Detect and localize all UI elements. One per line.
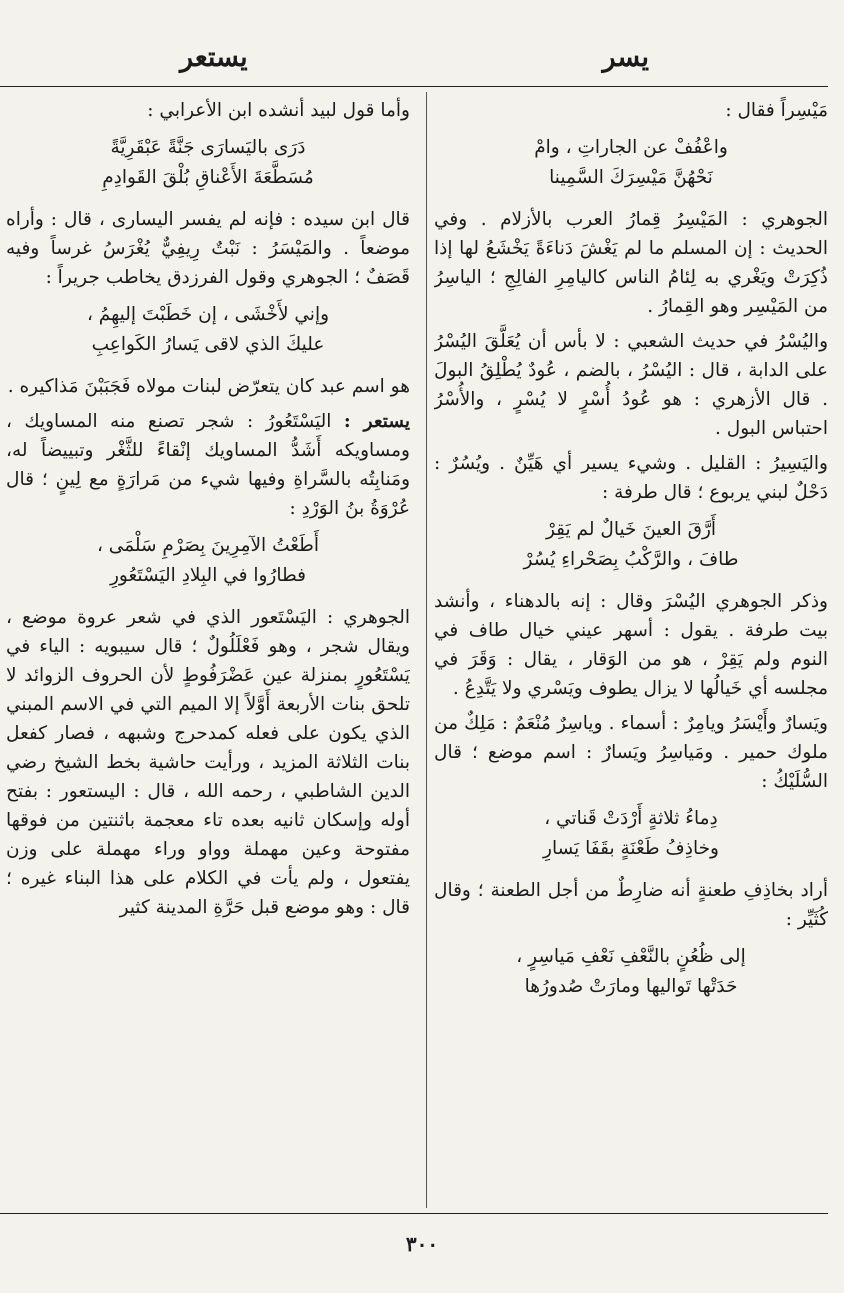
verse-line: وخاذِفُ طَعْنَةٍ بقَفَا يَسارِ bbox=[543, 838, 719, 859]
right-verse-2 bbox=[434, 515, 828, 575]
header-root-right: يسر bbox=[602, 42, 649, 73]
entry-keyword: يستعر : bbox=[343, 411, 410, 432]
entry-text: اليَسْتَعُورُ : شجر تصنع منه المساويك ، ومساويكه أَشَدُّ المساويك إنْقاءً للثَّغْر وتبييضاً له، ومَنابِتُه بالسَّراةِ وفيها شيء من مَرارَةٍ مع لِينٍ ؛ قال عُرْوَةُ بنُ الوَرْدِ : bbox=[6, 411, 410, 519]
right-column bbox=[434, 96, 828, 1208]
left-paragraph-4 bbox=[6, 407, 410, 523]
verse-line: حَدَتْها تَواليها ومارَتْ صُدورُها bbox=[524, 976, 738, 997]
right-verse-4 bbox=[434, 942, 828, 1002]
right-verse-3 bbox=[434, 804, 828, 864]
right-paragraph-4: واليَسِيرُ : القليل . وشيء يسير أي هَيِّنٌ . ويُسُرٌ : دَحْلٌ لبني يربوع ؛ قال طرفة : bbox=[434, 453, 828, 503]
left-verse-2 bbox=[6, 300, 410, 360]
left-column bbox=[6, 96, 410, 1208]
page-number: ٣٠٠ bbox=[405, 1232, 439, 1256]
verse-line: أَطَعْتُ الآمِرِينَ بِصَرْمِ سَلْمَى ، bbox=[96, 535, 320, 556]
left-verse-3 bbox=[6, 531, 410, 591]
verse-line: نَحْهُنَّ مَيْسِرَكَ السَّمِينا bbox=[549, 167, 713, 188]
top-rule bbox=[0, 86, 828, 87]
verse-line: دَرَى باليَسارَى جَنَّةً عَبْقَرِيَّةً bbox=[110, 137, 306, 158]
right-paragraph-5: وذكر الجوهري اليُسْرَ وقال : إنه بالدهناء ، وأنشد بيت طرفة . يقول : أسهر عيني خيال طاف في النوم ولم يَقِرْ ، هو من الوَقار ، يقال : وَقَرَ في مجلسه أي خَيالُها لا يزال يطوف ويَسْري ولا يَتَّدِعُ . bbox=[434, 591, 828, 699]
verse-line: طافَ ، والرَّكْبُ بِصَحْراءِ يُسُرْ bbox=[523, 549, 739, 570]
verse-line: وإني لأَخْشَى ، إن خَطَبْتَ إليهِمُ ، bbox=[86, 304, 330, 325]
left-verse-1 bbox=[6, 133, 410, 193]
verse-line: إلى ظُعُنٍ بالنَّعْفِ نَعْفِ مَياسِرٍ ، bbox=[516, 946, 746, 967]
right-paragraph-1: مَيْسِراً فقال : bbox=[725, 100, 828, 121]
right-paragraph-3: واليُسْرُ في حديث الشعبي : لا بأس أن يُعَلَّقَ اليُسْرُ على الدابة ، قال : اليُسْرُ ، بالضم ، عُودٌ يُطْلِقُ البولَ . قال الأزهري : هو عُودُ أُسْرٍ لا يُسْرٍ ، والأُسْرُ احتباس البول . bbox=[434, 331, 828, 439]
verse-line: دِماءُ ثلاثةٍ أَرْدَتْ قَناتي ، bbox=[544, 808, 718, 829]
verse-line: فطارُوا في البِلادِ اليَسْتَعُورِ bbox=[109, 565, 307, 586]
verse-line: أَرَّقَ العينَ خَيالٌ لم يَقِرْ bbox=[545, 519, 717, 540]
verse-line: واعْفُفْ عن الجاراتِ ، وامْ bbox=[534, 137, 728, 158]
column-divider bbox=[426, 92, 427, 1208]
left-paragraph-3: هو اسم عبد كان يتعرّض لبنات مولاه فَجَبَبْنَ مَذاكيره . bbox=[7, 376, 410, 397]
verse-line: عليكَ الذي لاقى يَسارُ الكَواعِبِ bbox=[91, 334, 325, 355]
left-paragraph-5: الجوهري : اليَسْتَعور الذي في شعر عروة موضع ، ويقال شجر ، وهو فَعْلَلُولٌ ؛ قال سيبويه : الياء في يَسْتَعُورٍ بمنزلة عين عَضْرَفُوطٍ لأن الحروف الزوائد لا تلحق بنات الأربعة أَوَّلاً إلا الميم التي في الاسم المبني الذي يكون على فعله كمدحرج وشبهه ، فصار كفعل بنات الثلاثة المزيد ، ورأيت حاشية بخط الشيخ رضي الدين الشاطبي ، رحمه الله ، قال : اليستعور : بفتح أوله وإسكان ثانيه بعده تاء معجمة باثنتين من فوقها مفتوحة وعين مهملة وواو وراء مهملة على وزن يفتعول ، ولم يأت في الكلام على هذا البناء غيره ؛ قال : وهو موضع قبل حَرَّةِ المدينة كثير bbox=[6, 607, 410, 918]
left-paragraph-2: قال ابن سيده : فإنه لم يفسر اليسارى ، قال : وأراه موضعاً . والمَيْسَرُ : نَبْتٌ رِيفِيٌّ يُغْرَسُ غرساً وفيه قَصَفٌ ؛ الجوهري وقول الفرزدق يخاطب جريراً : bbox=[6, 209, 410, 288]
right-paragraph-2: الجوهري : المَيْسِرُ قِمارُ العرب بالأزلام . وفي الحديث : إن المسلم ما لم يَغْشَ دَناءَةً يَخْشَعُ لها إذا ذُكِرَتْ ويَغْري به لِئامُ الناس كاليامِرِ الفالِجِ ؛ الياسِرُ من المَيْسِر وهو القِمارُ . bbox=[434, 209, 828, 317]
right-paragraph-7: أراد بخاذِفِ طعنةٍ أنه ضارِطٌ من أجل الطعنة ؛ وقال كُثَيِّر : bbox=[434, 880, 828, 930]
header-root-left: يستعر bbox=[180, 42, 248, 73]
right-verse-1 bbox=[434, 133, 828, 193]
left-paragraph-1: وأما قول لبيد أنشده ابن الأعرابي : bbox=[147, 100, 410, 121]
right-paragraph-6: ويَسارٌ وأَيْسَرُ ويامِرٌ : أسماء . وياسِرٌ مُنْعَمٌ : مَلِكٌ من ملوك حمير . ومَياسِرُ ويَسارٌ : اسم موضع ؛ قال السُّلَيْكُ : bbox=[434, 713, 828, 792]
bottom-rule bbox=[0, 1213, 828, 1214]
verse-line: مُسَطَّعَةَ الأَعْناقِ بُلْقَ القَوادِمِ bbox=[102, 167, 314, 188]
